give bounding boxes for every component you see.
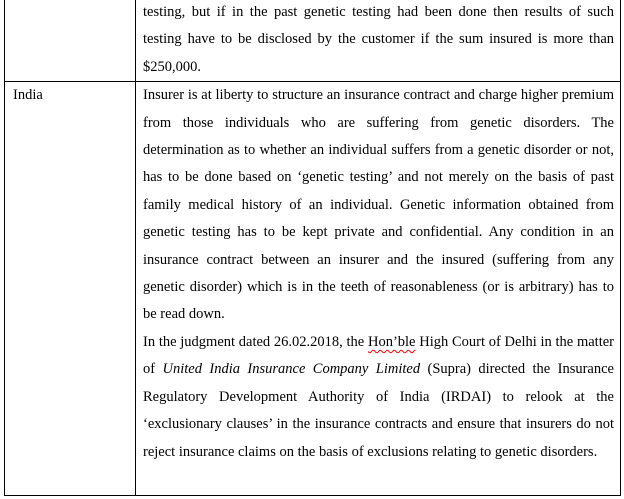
country-cell	[5, 0, 136, 82]
judgment-lead-text: In the judgment dated 26.02.2018, the	[143, 333, 368, 350]
description-cell	[136, 0, 621, 82]
country-comparison-table	[4, 0, 621, 496]
judgment-tail-text: (Supra) directed the Insurance Regulatory Development Authority of India (IRDAI) to relook at the ‘exclusionary clauses’ in the insurance contracts and ensure that insurers do not reject insurance claims on the basis of exclusions relating to genetic disorders.	[143, 361, 614, 460]
case-name: United India Insurance Company Limited	[162, 361, 421, 378]
description-paragraph: Insurer is at liberty to structure an insurance contract and charge higher premium from those individuals who are suffering from genetic disorders. The determination as to whether an individual suffers from a genetic disorder or not, has to be done based on ‘genetic testing’ and not merely on the basis of past family medical history of an individual. Genetic information obtained from genetic testing has to be kept private and confidential. Any condition in an insurance contract between an insurer and the insured (suffering from any genetic disorder) which is in the teeth of reasonableness (or is arbitrary) has to be read down.	[143, 87, 614, 323]
judgment-court-text: High Court of Delhi in the matter of	[143, 333, 614, 378]
country-cell: India	[5, 82, 136, 496]
spellcheck-flagged-word[interactable]: Hon’ble	[367, 333, 416, 350]
description-paragraph: testing, but if in the past genetic testing had been done then results of such testing have to be disclosed by the customer if the sum insured is more than $250,000.	[143, 4, 614, 75]
table-row	[5, 82, 621, 496]
judgment-paragraph	[143, 329, 614, 466]
table-row	[5, 0, 621, 82]
description-cell	[136, 82, 621, 496]
